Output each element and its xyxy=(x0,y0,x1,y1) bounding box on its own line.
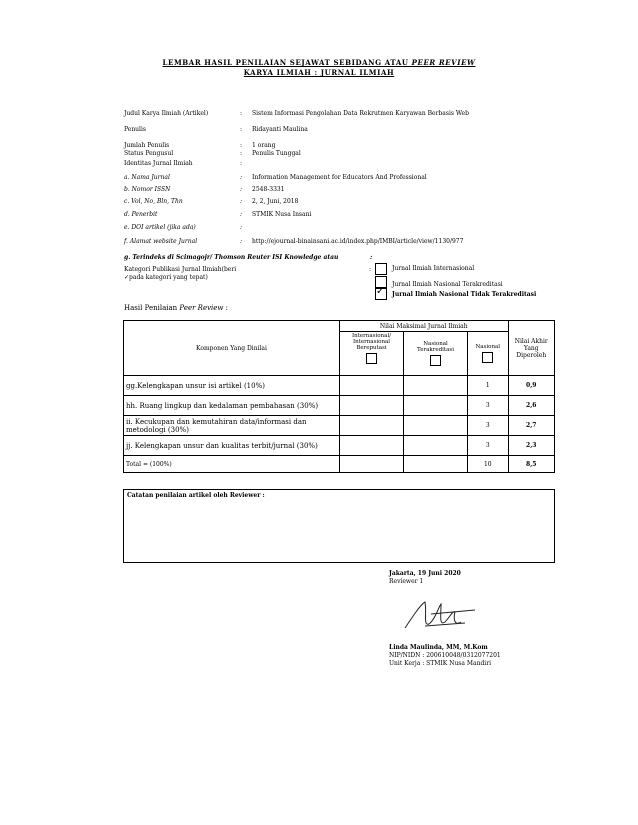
score-table xyxy=(123,320,555,473)
max-cell: 3 xyxy=(468,396,508,416)
reviewer-notes-title: Catatan penilaian artikel oleh Reviewer : xyxy=(127,492,265,499)
identity-label: Judul Karya Ilmiah (Artikel) xyxy=(124,110,209,117)
max-cell: 3 xyxy=(468,436,508,456)
identity-label: f. Alamat website Jurnal xyxy=(124,238,198,245)
max-score-header: Nilai Maksimal Jurnal Ilmiah xyxy=(339,321,508,332)
col-international: Internasional/ Internasional Bereputasi xyxy=(339,332,403,376)
component-cell: hh. Ruang lingkup dan kedalaman pembahasan (30%) xyxy=(124,396,340,416)
table-row xyxy=(124,396,555,416)
title-line2: KARYA ILMIAH : JURNAL ILMIAH xyxy=(243,68,395,77)
option-national-accredited: Jurnal Ilmiah Nasional Terakreditasi xyxy=(392,281,503,288)
col-national-accredited: Nasional Terakreditasi xyxy=(404,332,468,376)
checkbox-col-national-accredited[interactable] xyxy=(430,355,441,366)
component-cell: ii. Kecukupan dan kemutahiran data/informasi dan metodologi (30%) xyxy=(124,416,340,436)
total-row xyxy=(124,456,555,473)
option-national-unaccredited: Jurnal Ilmiah Nasional Tidak Terakreditasi xyxy=(392,291,537,298)
check-mark-icon: ✓ xyxy=(376,286,385,297)
reviewer-unit: Unit Kerja : STMIK Nusa Mandiri xyxy=(389,660,491,667)
identity-label: Identitas Jurnal Ilmiah xyxy=(124,160,193,167)
identity-label: Jumlah Penulis xyxy=(124,142,170,149)
table-row xyxy=(124,376,555,396)
checkbox-col-international[interactable] xyxy=(366,353,377,364)
table-row xyxy=(124,416,555,436)
identity-label: d. Penerbit xyxy=(124,211,158,218)
identity-label: c. Vol, No, Bln, Thn xyxy=(124,198,183,205)
checkbox-international[interactable] xyxy=(375,263,387,275)
identity-value: Information Management for Educators And Professional xyxy=(252,174,427,181)
checkbox-col-national[interactable] xyxy=(482,352,493,363)
title-line1: LEMBAR HASIL PENILAIAN SEJAWAT SEBIDANG ATAU xyxy=(162,58,412,67)
results-title: Hasil Penilaian Peer Review : xyxy=(124,304,229,312)
component-header: Komponen Yang Dinilai xyxy=(124,321,340,376)
identity-value: Ridayanti Maulina xyxy=(252,126,308,133)
indexed-label: g. Terindeks di Scimagojr/ Thomson Reuter ISI Knowledge atau xyxy=(124,254,339,261)
checkbox-national-unaccredited[interactable] xyxy=(375,288,387,300)
identity-value: 2, 2, Juni, 2018 xyxy=(252,198,299,205)
component-cell: jj. Kelengkapan unsur dan kualitas terbit/jurnal (30%) xyxy=(124,436,340,456)
identity-label: e. DOI artikel (jika ada) xyxy=(124,224,196,231)
final-cell: 2,3 xyxy=(508,436,555,456)
reviewer-label: Reviewer 1 xyxy=(389,578,424,585)
identity-label: b. Nomor ISSN xyxy=(124,186,171,193)
max-cell: 1 xyxy=(468,376,508,396)
title-peer-review: PEER REVIEW xyxy=(411,58,476,67)
place-date: Jakarta, 19 Juni 2020 xyxy=(389,570,461,577)
option-international: Jurnal Ilmiah Internasional xyxy=(392,265,475,272)
signature-image xyxy=(395,596,487,636)
max-cell: 3 xyxy=(468,416,508,436)
document-title xyxy=(0,58,638,67)
total-label: Total = (100%) xyxy=(124,456,340,473)
document-subtitle xyxy=(0,68,638,77)
total-max: 10 xyxy=(468,456,508,473)
table-row xyxy=(124,436,555,456)
identity-label: Penulis xyxy=(124,126,146,133)
reviewer-nip: NIP/NIDN : 200610048/0312077201 xyxy=(389,652,501,659)
reviewer-name: Linda Maulinda, MM, M.Kom xyxy=(389,644,488,651)
col-national: Nasional xyxy=(468,332,508,376)
identity-value: Sistem Informasi Pengolahan Data Rekrutmen Karyawan Berbasis Web xyxy=(252,110,469,117)
identity-value: STMIK Nusa Insani xyxy=(252,211,312,218)
reviewer-notes-box[interactable] xyxy=(123,489,555,563)
final-score-header: Nilai Akhir Yang Diperoleh xyxy=(508,321,555,376)
final-cell: 2,7 xyxy=(508,416,555,436)
category-prompt: Kategori Publikasi Jurnal Ilmiah(beri ✓pada kategori yang tepat) xyxy=(124,266,237,281)
identity-label: Status Pengusul xyxy=(124,150,174,157)
final-cell: 2,6 xyxy=(508,396,555,416)
identity-label: a. Nama Jurnal xyxy=(124,174,170,181)
total-final: 8,5 xyxy=(508,456,555,473)
identity-value: 1 orang xyxy=(252,142,276,149)
identity-value: http://ejournal-binainsani.ac.id/index.php/IMBI/article/view/1130/977 xyxy=(252,238,464,245)
identity-value: 2548-3331 xyxy=(252,186,285,193)
final-cell: 0,9 xyxy=(508,376,555,396)
component-cell: gg.Kelengkapan unsur isi artikel (10%) xyxy=(124,376,340,396)
identity-value: Penulis Tunggal xyxy=(252,150,301,157)
